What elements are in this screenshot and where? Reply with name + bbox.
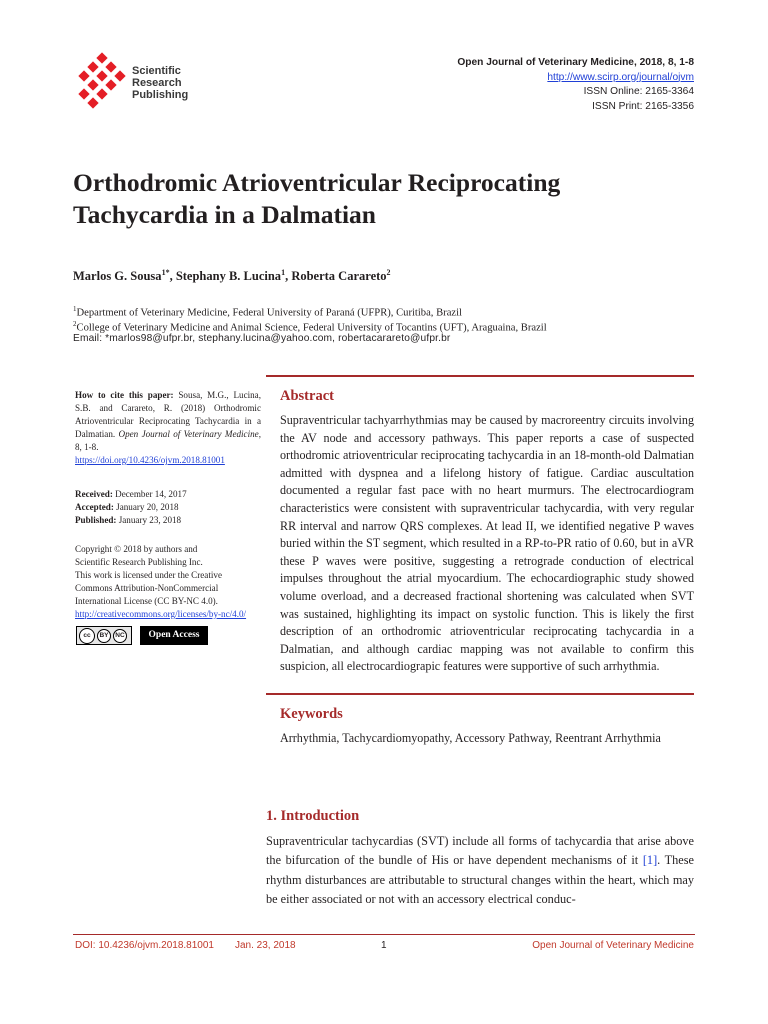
- author-sup: 1: [281, 268, 286, 277]
- keywords-divider: [266, 693, 694, 695]
- journal-header: [457, 56, 694, 114]
- author-name: Marlos G. Sousa: [73, 269, 162, 284]
- received-label: Received:: [75, 489, 113, 499]
- title-line: Orthodromic Atrioventricular Reciprocating: [73, 168, 561, 197]
- footer-divider: [73, 934, 695, 935]
- title-line: Tachycardia in a Dalmatian: [73, 200, 376, 229]
- affiliation-sup: 1: [73, 305, 77, 313]
- cite-volume: , 8, 1-8.: [75, 429, 261, 452]
- abstract-heading: Abstract: [280, 388, 334, 404]
- issn-print: ISSN Print: 2165-3356: [592, 100, 694, 112]
- license-url-link[interactable]: http://creativecommons.org/licenses/by-nc/4.0/: [75, 609, 247, 619]
- footer-doi[interactable]: DOI: 10.4236/ojvm.2018.81001: [75, 940, 214, 951]
- accepted-date: [75, 501, 261, 514]
- copyright-line: Copyright © 2018 by authors and: [75, 544, 198, 554]
- publisher-name: [132, 65, 188, 101]
- email-line: Email: *marlos98@ufpr.br, stephany.lucina@yahoo.com, robertacarareto@ufpr.br: [73, 333, 451, 344]
- author-list: [73, 268, 391, 284]
- abstract-body: Supraventricular tachyarrhythmias may be caused by macroreentry circuits involving the AV node and accessory pathways. This paper reports a case of suspected orthodromic atrioventricular reciprocating tachycardia in an 18-month-old Dalmatian admitted with dyspnea and a lifelong history of fatigue. Cardiac auscultation documented a regular fast pace with no heart murmurs. The electrocardiogram characteristics were consistent with supraventricular tachycardia, with very regular RR interval and narrow QRS complexes. At lead II, we identified negative P waves buried within the ST segment, which resulted in a RP-to-PR ratio of 0.60, but in aVR these P waves were positive, suggesting a retrograde conduction of electrical impulses throughout the atrial myocardium. The echocardiographic study showed volume overload, and a decreased fractional shortening was calculated when SVT was sustained, highlighting its impact on systolic function. This is likely the first description of an orthodromic atrioventricular reciprocating tachycardia in a Dalmatian, and although cardiac mapping was not available to confirm this suspicion, all electrocardiograpic features were supportive of such arrhythmia.: [280, 413, 694, 674]
- reference-link[interactable]: [1]: [642, 853, 658, 868]
- author-separator: ,: [285, 269, 292, 284]
- accepted-value: January 20, 2018: [113, 502, 179, 512]
- footer-date: Jan. 23, 2018: [235, 940, 296, 951]
- issn-online: ISSN Online: 2165-3364: [583, 86, 694, 97]
- cc-license-badge[interactable]: [76, 626, 132, 645]
- paper-title: [73, 167, 713, 231]
- received-date: [75, 488, 261, 501]
- intro-text: . These rhythm disturbances are attributable to structural changes within the heart, which may be either associated or not with an accessory electrical conduc-: [266, 853, 694, 906]
- by-icon: BY: [97, 629, 111, 643]
- license-line: International License (CC BY-NC 4.0).: [75, 596, 218, 606]
- keywords-heading: Keywords: [280, 706, 343, 722]
- affiliation-text: College of Veterinary Medicine and Animal Science, Federal University of Tocantins (UFT), Araguaina, Brazil: [76, 322, 547, 334]
- journal-citation: Open Journal of Veterinary Medicine, 2018, 8, 1-8: [457, 57, 694, 68]
- author-name: Stephany B. Lucina: [175, 269, 282, 284]
- received-value: December 14, 2017: [112, 489, 187, 499]
- published-date: [75, 514, 261, 527]
- open-access-badge: Open Access: [140, 626, 208, 645]
- copyright-line: Scientific Research Publishing Inc.: [75, 557, 203, 567]
- publisher-name-line: Publishing: [132, 89, 189, 101]
- publisher-name-line: Research: [132, 77, 182, 89]
- published-value: January 23, 2018: [116, 515, 182, 525]
- cite-text: Sousa, M.G., Lucina, S.B. and Carareto, R. (2018) Orthodromic Atrioventricular Reciprocating Tachycardia in a Dalmatian.: [75, 390, 261, 439]
- publisher-diamond-logo-icon: [76, 52, 132, 112]
- accepted-label: Accepted:: [75, 502, 114, 512]
- publisher-name-line: Scientific: [132, 65, 181, 77]
- license-line: This work is licensed under the Creative: [75, 570, 222, 580]
- author-separator: ,: [169, 269, 176, 284]
- intro-text: Supraventricular tachycardias (SVT) include all forms of tachycardia that arise above the bifurcation of the bundle of His or have dependent mechanisms of it: [266, 834, 694, 868]
- cite-journal: Open Journal of Veterinary Medicine: [118, 429, 259, 439]
- affiliation-text: Department of Veterinary Medicine, Federal University of Paraná (UFPR), Curitiba, Brazil: [76, 307, 462, 319]
- cc-icon: cc: [79, 628, 95, 644]
- keywords-body: Arrhythmia, Tachycardiomyopathy, Accessory Pathway, Reentrant Arrhythmia: [280, 731, 661, 745]
- license-line: Commons Attribution-NonCommercial: [75, 583, 219, 593]
- publisher-logo: [76, 52, 206, 112]
- nc-icon: NC: [113, 629, 127, 643]
- published-label: Published:: [75, 515, 117, 525]
- author-name: Roberta Carareto: [291, 269, 387, 284]
- abstract-divider: [266, 375, 694, 377]
- page-number: 1: [381, 940, 387, 951]
- introduction-body: [266, 832, 694, 909]
- copyright-notice: [75, 543, 261, 621]
- author-sup: 1*: [161, 268, 170, 277]
- author-sup: 2: [386, 268, 391, 277]
- affiliation-sup: 2: [73, 320, 77, 328]
- cite-doi-link[interactable]: https://doi.org/10.4236/ojvm.2018.81001: [75, 455, 225, 465]
- footer-journal: Open Journal of Veterinary Medicine: [532, 940, 694, 951]
- introduction-heading: 1. Introduction: [266, 808, 360, 824]
- journal-url-link[interactable]: http://www.scirp.org/journal/ojvm: [547, 71, 694, 83]
- cite-label: How to cite this paper:: [75, 390, 174, 400]
- how-to-cite: [75, 389, 261, 467]
- publication-dates: [75, 488, 261, 527]
